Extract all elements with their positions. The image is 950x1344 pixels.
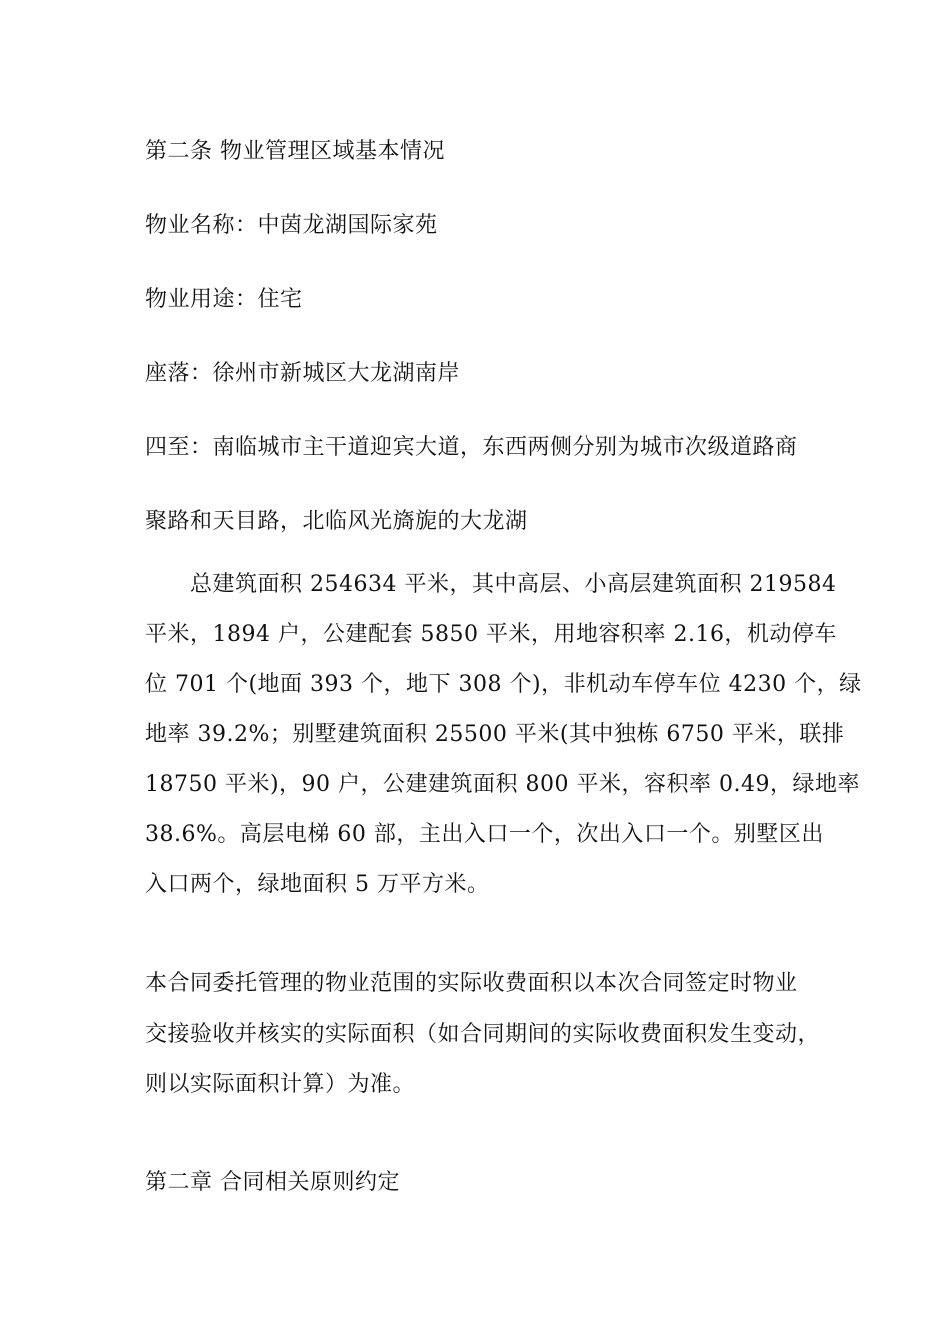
scope-paragraph-line-1: 本合同委托管理的物业范围的实际收费面积以本次合同签定时物业	[145, 971, 798, 996]
area-paragraph-line-4: 地率 39.2%；别墅建筑面积 25500 平米(其中独栋 6750 平米，联排	[145, 722, 845, 747]
area-paragraph-line-2: 平米，1894 户，公建配套 5850 平米，用地容积率 2.16，机动停车	[145, 622, 837, 647]
property-name-line: 物业名称：中茵龙湖国际家苑	[145, 213, 438, 238]
chapter-heading: 第二章 合同相关原则约定	[145, 1170, 400, 1195]
scope-paragraph-line-3: 则以实际面积计算）为准。	[145, 1072, 416, 1097]
area-paragraph-line-1: 总建筑面积 254634 平米，其中高层、小高层建筑面积 219584	[190, 572, 837, 597]
area-paragraph-line-3: 位 701 个(地面 393 个，地下 308 个)，非机动车停车位 4230 个，绿	[145, 672, 862, 697]
boundary-line-2: 聚路和天目路，北临风光旖旎的大龙湖	[145, 509, 528, 534]
boundary-line-1: 四至：南临城市主干道迎宾大道，东西两侧分别为城市次级道路商	[145, 435, 798, 460]
area-paragraph-line-7: 入口两个，绿地面积 5 万平方米。	[145, 872, 490, 897]
property-use-line: 物业用途：住宅	[145, 287, 303, 312]
article-heading: 第二条 物业管理区域基本情况	[145, 139, 445, 164]
property-location-line: 座落：徐州市新城区大龙湖南岸	[145, 361, 461, 386]
scope-paragraph-line-2: 交接验收并核实的实际面积（如合同期间的实际收费面积发生变动，	[145, 1022, 821, 1047]
area-paragraph-line-6: 38.6%。高层电梯 60 部，主出入口一个，次出入口一个。别墅区出	[145, 822, 824, 847]
area-paragraph-line-5: 18750 平米)，90 户，公建建筑面积 800 平米，容积率 0.49，绿地率	[145, 772, 861, 797]
